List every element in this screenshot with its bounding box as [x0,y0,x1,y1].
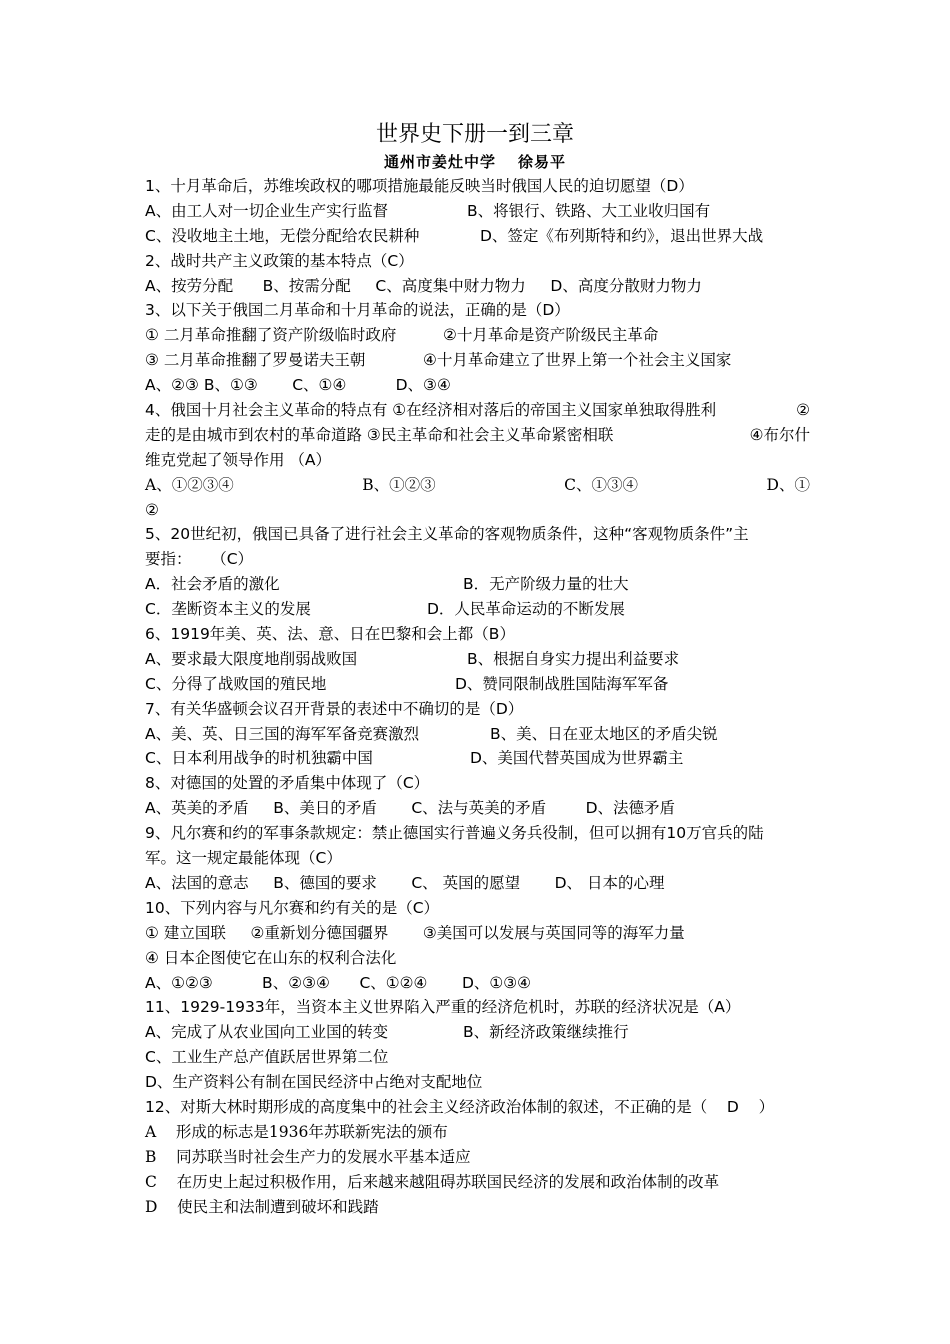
question-4-text: 4、俄国十月社会主义革命的特点有 ①在经济相对落后的帝国主义国家单独取得胜利 [145,401,717,420]
question-4-options-continued: ② [145,500,159,519]
question-9-stem-line-1: 9、凡尔赛和约的军事条款规定：禁止德国实行普遍义务兵役制，但可以拥有10万官兵的陆 [145,824,764,843]
question-7-stem: 7、有关华盛顿会议召开背景的表述中不确切的是（D） [145,699,524,718]
document-title: 世界史下册一到三章 [375,122,574,147]
question-10-options: A、①②③ B、②③④ C、①②④ D、①③④ [145,973,532,992]
option-c: C、工业生产总产值跃居世界第二位 [145,1048,389,1067]
option-b: B、根据自身实力提出利益要求 [467,649,680,668]
question-10-stem: 10、下列内容与凡尔赛和约有关的是（C） [145,898,440,917]
question-5-options-row-2 [145,597,810,622]
option-b: B、美、日在亚太地区的矛盾尖锐 [490,724,718,743]
option-a: A、完成了从农业国向工业国的转变 [145,1023,389,1042]
question-6-options-row-2 [145,672,810,697]
option-a: A、美、英、日三国的海军军备竞赛激烈 [145,724,420,743]
option-d: D 使民主和法制遭到破坏和践踏 [145,1197,379,1216]
question-7-options-row-2 [145,746,810,771]
option-c: C、日本利用战争的时机独霸中国 [145,749,373,768]
option-a: A 形成的标志是1936年苏联新宪法的颁布 [145,1122,448,1141]
question-2-options: A、按劳分配 B、按需分配 C、高度集中财力物力 D、高度分散财力物力 [145,276,702,295]
question-10-statements-2: ④ 日本企图使它在山东的权利合法化 [145,948,397,967]
question-7-options-row-1 [145,722,810,747]
question-6-options-row-1 [145,647,810,672]
option-b: B、将银行、铁路、大工业收归国有 [467,201,711,220]
option-d: D、赞同限制战胜国陆海军军备 [455,674,669,693]
document-subtitle [0,150,950,174]
question-6-stem: 6、1919年美、英、法、意、日在巴黎和会上都（B） [145,625,515,644]
option-a: A、①②③④ [145,475,234,494]
question-1-options-row-2 [145,224,810,249]
question-3-stem: 3、以下关于俄国二月革命和十月革命的说法，正确的是（D） [145,301,570,320]
question-11-stem: 11、1929-1933年，当资本主义世界陷入严重的经济危机时，苏联的经济状况是（A） [145,998,741,1017]
question-12-stem: 12、对斯大林时期形成的高度集中的社会主义经济政治体制的叙述，不正确的是（ D ） [145,1097,775,1116]
option-c: C．垄断资本主义的发展 [145,600,311,619]
option-d: D．人民革命运动的不断发展 [427,600,625,619]
question-list [145,174,810,1219]
statement-3: ③ 二月革命推翻了罗曼诺夫王朝 [145,351,366,370]
question-4-options [145,473,810,498]
question-4-stem-line-3: 维克党起了领导作用 （A） [145,450,332,469]
question-1-stem: 1、十月革命后，苏维埃政权的哪项措施最能反映当时俄国人民的迫切愿望（D） [145,177,694,195]
statement-1: ① 二月革命推翻了资产阶级临时政府 [145,326,397,345]
question-9-options: A、法国的意志 B、德国的要求 C、 英国的愿望 D、 日本的心理 [145,873,665,892]
statement-4: ④十月革命建立了世界上第一个社会主义国家 [423,351,732,370]
question-4-text: ② [796,401,810,420]
statement-2: ②十月革命是资产阶级民主革命 [443,326,659,345]
question-4-text: 走的是由城市到农村的革命道路 ③民主革命和社会主义革命紧密相联 [145,425,614,444]
question-4-stem-line-2 [145,423,810,448]
option-d: D、美国代替英国成为世界霸主 [470,749,684,768]
question-5-stem-line-1: 5、20世纪初，俄国已具备了进行社会主义革命的客观物质条件，这种“客观物质条件”主 [145,525,749,544]
option-c: C、没收地主土地，无偿分配给农民耕种 [145,226,420,245]
option-d: D、生产资料公有制在国民经济中占绝对支配地位 [145,1073,483,1092]
option-b: B．无产阶级力量的壮大 [463,575,629,594]
question-8-options: A、英美的矛盾 B、美日的矛盾 C、法与英美的矛盾 D、法德矛盾 [145,799,676,818]
option-a: A．社会矛盾的激化 [145,575,280,594]
question-9-stem-line-2: 军。这一规定最能体现（C） [145,849,342,868]
option-c: C 在历史上起过积极作用，后来越来越阻碍苏联国民经济的发展和政治体制的改革 [145,1172,720,1191]
option-d: D、① [766,475,810,494]
question-2-stem: 2、战时共产主义政策的基本特点（C） [145,251,414,270]
question-3-options: A、②③ B、①③ C、①④ D、③④ [145,376,451,395]
question-5-stem-line-2: 要指： （C） [145,550,254,569]
option-b: B、新经济政策继续推行 [463,1023,629,1042]
question-3-statements-row-2 [145,348,810,373]
question-1-options-row-1 [145,199,810,224]
school-name: 通州市姜灶中学 [383,153,496,171]
option-b: B 同苏联当时社会生产力的发展水平基本适应 [145,1147,471,1166]
question-4-text: ④布尔什 [749,425,810,444]
option-a: A、由工人对一切企业生产实行监督 [145,201,389,220]
option-d: D、签定《布列斯特和约》，退出世界大战 [480,226,764,245]
question-5-options-row-1 [145,572,810,597]
option-b: B、①②③ [362,475,436,494]
question-10-statements-1: ① 建立国联 ②重新划分德国疆界 ③美国可以发展与英国同等的海军力量 [145,923,685,942]
question-8-stem: 8、对德国的处置的矛盾集中体现了（C） [145,774,430,793]
option-a: A、要求最大限度地削弱战败国 [145,649,358,668]
author-name: 徐易平 [518,153,567,171]
option-c: C、①③④ [564,475,639,494]
question-3-statements-row-1 [145,323,810,348]
question-4-stem-line-1 [145,398,810,423]
option-c: C、分得了战败国的殖民地 [145,674,327,693]
question-11-options-row-1 [145,1020,810,1045]
